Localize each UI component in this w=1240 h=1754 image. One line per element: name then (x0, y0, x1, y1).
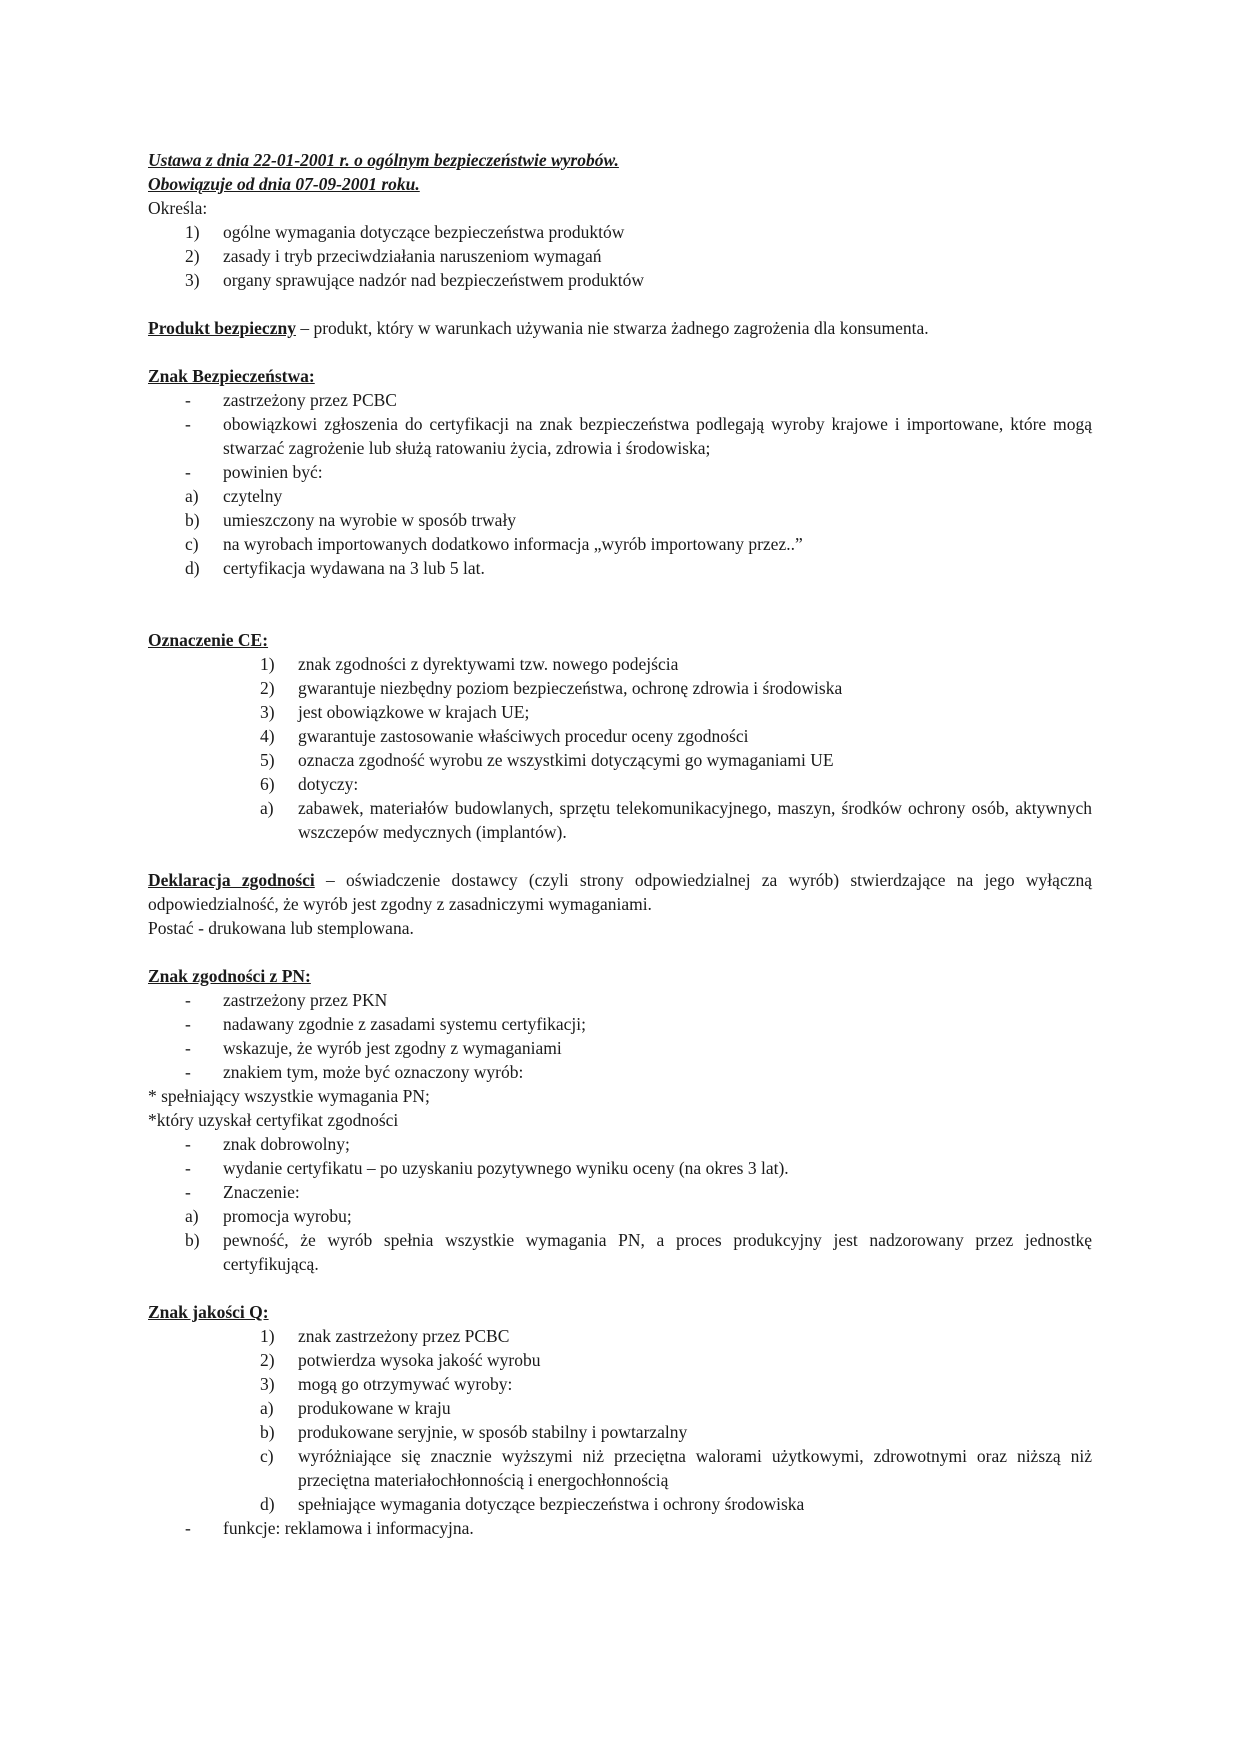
list-item: 6) dotyczy: (260, 774, 359, 794)
list-item: a) czytelny (185, 486, 283, 506)
list-item: 2) potwierdza wysoka jakość wyrobu (260, 1350, 541, 1370)
list-item: b) pewność, że wyrób spełnia wszystkie wymagania PN, a proces produkcyjny jest nadzorowany przez jednostkę certyfikującą. (185, 1230, 1092, 1274)
list-item: d) spełniające wymagania dotyczące bezpieczeństwa i ochrony środowiska (260, 1494, 805, 1514)
pn-mark-heading: Znak zgodności z PN: (148, 966, 311, 986)
list-item: 2) gwarantuje niezbędny poziom bezpieczeństwa, ochronę zdrowia i środowiska (260, 678, 843, 698)
list-item: - zastrzeżony przez PKN (185, 990, 388, 1010)
list-item: 3) jest obowiązkowe w krajach UE; (260, 702, 530, 722)
list-item: d) certyfikacja wydawana na 3 lub 5 lat. (185, 558, 485, 578)
act-effective-date: Obowiązuje od dnia 07-09-2001 roku. (148, 174, 420, 194)
list-item: 4) gwarantuje zastosowanie właściwych procedur oceny zgodności (260, 726, 749, 746)
list-item: - obowiązkowi zgłoszenia do certyfikacji na znak bezpieczeństwa podlegają wyroby krajowe i importowane, które mogą stwarzać zagrożenie lub służą ratowaniu życia, zdrowia i środowiska; (185, 414, 1092, 458)
list-item: - zastrzeżony przez PCBC (185, 390, 397, 410)
list-item: b) produkowane seryjnie, w sposób stabilny i powtarzalny (260, 1422, 688, 1442)
list-item: 3) organy sprawujące nadzór nad bezpieczeństwem produktów (185, 270, 644, 290)
safety-mark-list (148, 388, 1092, 580)
list-item: - wydanie certyfikatu – po uzyskaniu pozytywnego wyniku oceny (na okres 3 lat). (185, 1158, 789, 1178)
list-item: c) wyróżniające się znacznie wyższymi niż przeciętna walorami użytkowymi, zdrowotnymi oraz niższą niż przeciętna materiałochłonnością i energochłonnością (260, 1446, 1092, 1490)
safety-mark-heading: Znak Bezpieczeństwa: (148, 366, 315, 386)
list-item: - funkcje: reklamowa i informacyjna. (185, 1518, 474, 1538)
star-item: *który uzyskał certyfikat zgodności (148, 1110, 399, 1130)
list-item: a) promocja wyrobu; (185, 1206, 352, 1226)
list-item: - nadawany zgodnie z zasadami systemu certyfikacji; (185, 1014, 586, 1034)
list-item: - znakiem tym, może być oznaczony wyrób: (185, 1062, 524, 1082)
defines-label: Określa: (148, 198, 208, 218)
defines-list (148, 220, 1092, 292)
list-item: 5) oznacza zgodność wyrobu ze wszystkimi dotyczącymi go wymaganiami UE (260, 750, 834, 770)
list-item: 2) zasady i tryb przeciwdziałania naruszeniom wymagań (185, 246, 602, 266)
list-item: - znak dobrowolny; (185, 1134, 350, 1154)
list-item: 1) znak zgodności z dyrektywami tzw. nowego podejścia (260, 654, 679, 674)
list-item: a) zabawek, materiałów budowlanych, sprzętu telekomunikacyjnego, maszyn, środków ochrony osób, aktywnych wszczepów medycznych (implantów). (260, 798, 1092, 842)
star-item: * spełniający wszystkie wymagania PN; (148, 1086, 430, 1106)
ce-mark-heading: Oznaczenie CE: (148, 630, 269, 650)
list-item: c) na wyrobach importowanych dodatkowo informacja „wyrób importowany przez..” (185, 534, 803, 554)
list-item: - wskazuje, że wyrób jest zgodny z wymaganiami (185, 1038, 562, 1058)
ce-mark-list (148, 652, 1092, 844)
quality-mark-heading: Znak jakości Q: (148, 1302, 269, 1322)
list-item: 1) znak zastrzeżony przez PCBC (260, 1326, 510, 1346)
declaration-term: Deklaracja zgodności (148, 870, 315, 890)
list-item: a) produkowane w kraju (260, 1398, 451, 1418)
list-item: - powinien być: (185, 462, 323, 482)
quality-mark-list (148, 1324, 1092, 1540)
declaration-form: Postać - drukowana lub stemplowana. (148, 918, 414, 938)
list-item: - Znaczenie: (185, 1182, 300, 1202)
document-body (148, 148, 1092, 1540)
safe-product-term: Produkt bezpieczny (148, 318, 296, 338)
act-title: Ustawa z dnia 22-01-2001 r. o ogólnym bezpieczeństwie wyrobów. (148, 150, 619, 170)
pn-mark-list (148, 988, 1092, 1276)
safe-product-definition: Produkt bezpieczny – produkt, który w warunkach używania nie stwarza żadnego zagrożenia dla konsumenta. (148, 318, 929, 338)
list-item: b) umieszczony na wyrobie w sposób trwały (185, 510, 517, 530)
declaration-definition: Deklaracja zgodności – oświadczenie dostawcy (czyli strony odpowiedzialnej za wyrób) stwierdzające na jego wyłączną odpowiedzialność, że wyrób jest zgodny z zasadniczymi wymaganiami. (148, 870, 1092, 914)
list-item: 3) mogą go otrzymywać wyroby: (260, 1374, 513, 1394)
list-item: 1) ogólne wymagania dotyczące bezpieczeństwa produktów (185, 222, 625, 242)
